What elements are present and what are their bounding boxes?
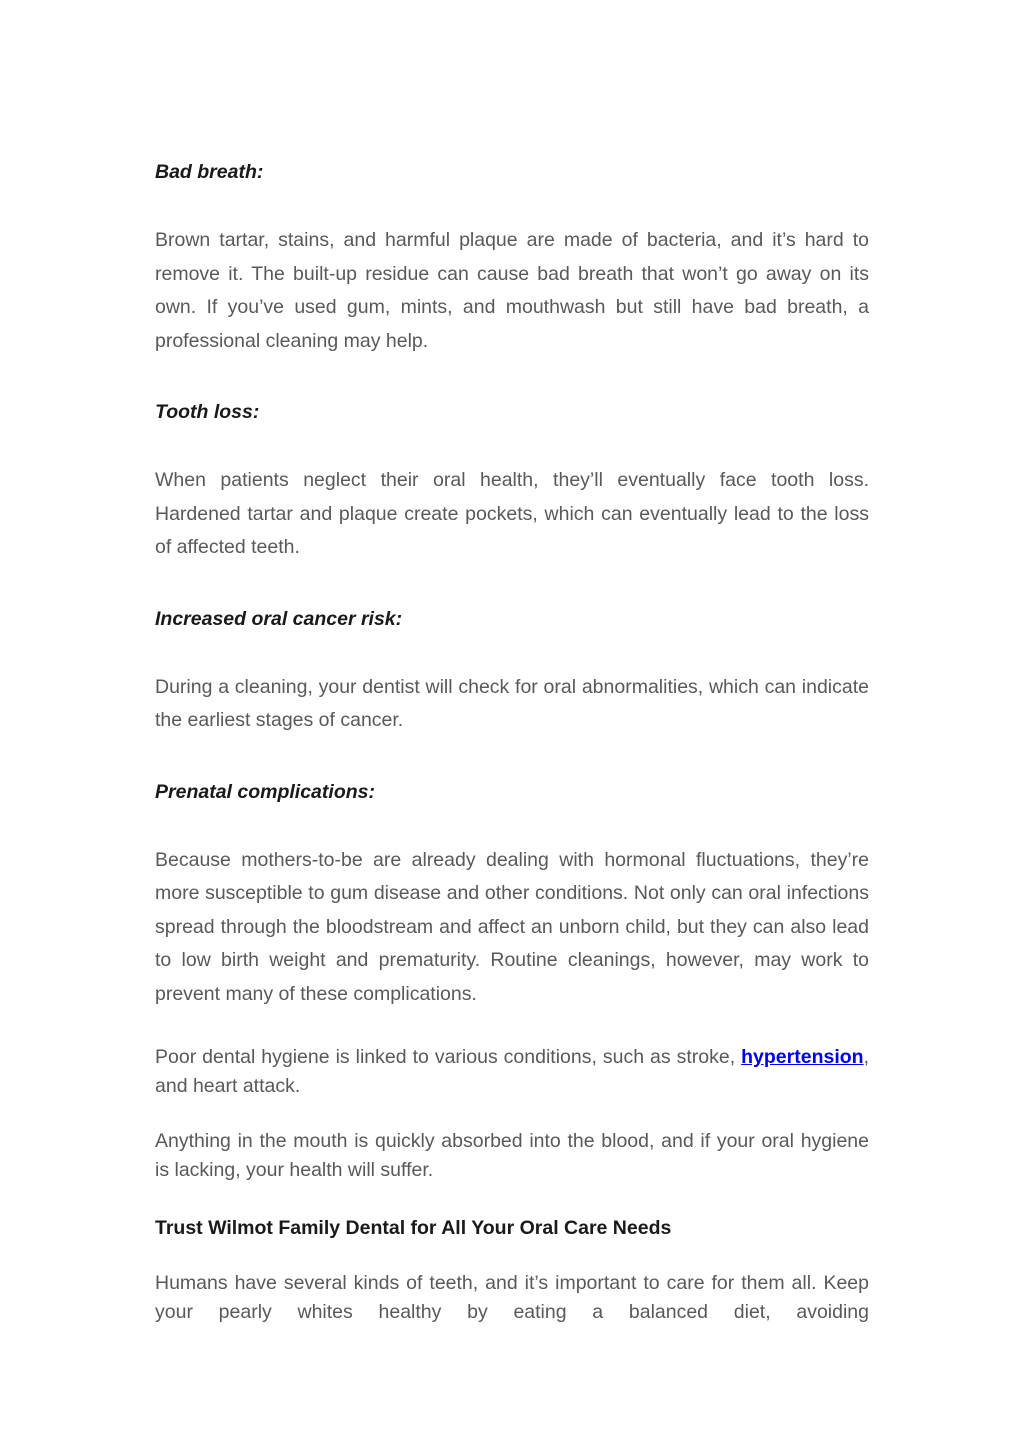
section-heading-oral-cancer: Increased oral cancer risk: (155, 607, 403, 630)
paragraph-hygiene-conditions (155, 1043, 869, 1101)
paragraph-absorption: Anything in the mouth is quickly absorbed into the blood, and if your oral hygiene is lacking, your health will suffer. (155, 1130, 869, 1181)
hygiene-text-after-link: , and heart attack. (155, 1046, 869, 1097)
section-heading-prenatal: Prenatal complications: (155, 780, 375, 803)
trust-section-title: Trust Wilmot Family Dental for All Your Oral Care Needs (155, 1217, 672, 1239)
section-heading-tooth-loss: Tooth loss: (155, 401, 260, 423)
hypertension-link[interactable]: hypertension (741, 1046, 864, 1068)
section-heading-bad-breath: Bad breath: (155, 161, 264, 183)
hygiene-text-before-link: Poor dental hygiene is linked to various conditions, such as stroke, (155, 1046, 742, 1068)
paragraph-tooth-loss: When patients neglect their oral health, they’ll eventually face tooth loss. Hardened tartar and plaque create pockets, which can eventually lead to the loss of affected teeth. (155, 469, 869, 558)
paragraph-prenatal: Because mothers-to-be are already dealing with hormonal fluctuations, they’re more susceptible to gum disease and other conditions. Not only can oral infections spread through the bloodstream and affect an unborn child, but they can also lead to low birth weight and prematurity. Routine cleanings, however, may work to prevent many of these complications. (155, 848, 869, 1005)
paragraph-oral-cancer: During a cleaning, your dentist will check for oral abnormalities, which can indicate the earliest stages of cancer. (155, 675, 869, 731)
paragraph-trust-intro: Humans have several kinds of teeth, and it’s important to care for them all. Keep your pearly whites healthy by eating a balanced diet, avoiding (155, 1272, 869, 1323)
document-page (155, 150, 869, 1353)
paragraph-bad-breath: Brown tartar, stains, and harmful plaque are made of bacteria, and it’s hard to remove it. The built-up residue can cause bad breath that won’t go away on its own. If you’ve used gum, mints, and mouthwash but still have bad breath, a professional cleaning may help. (155, 229, 869, 352)
